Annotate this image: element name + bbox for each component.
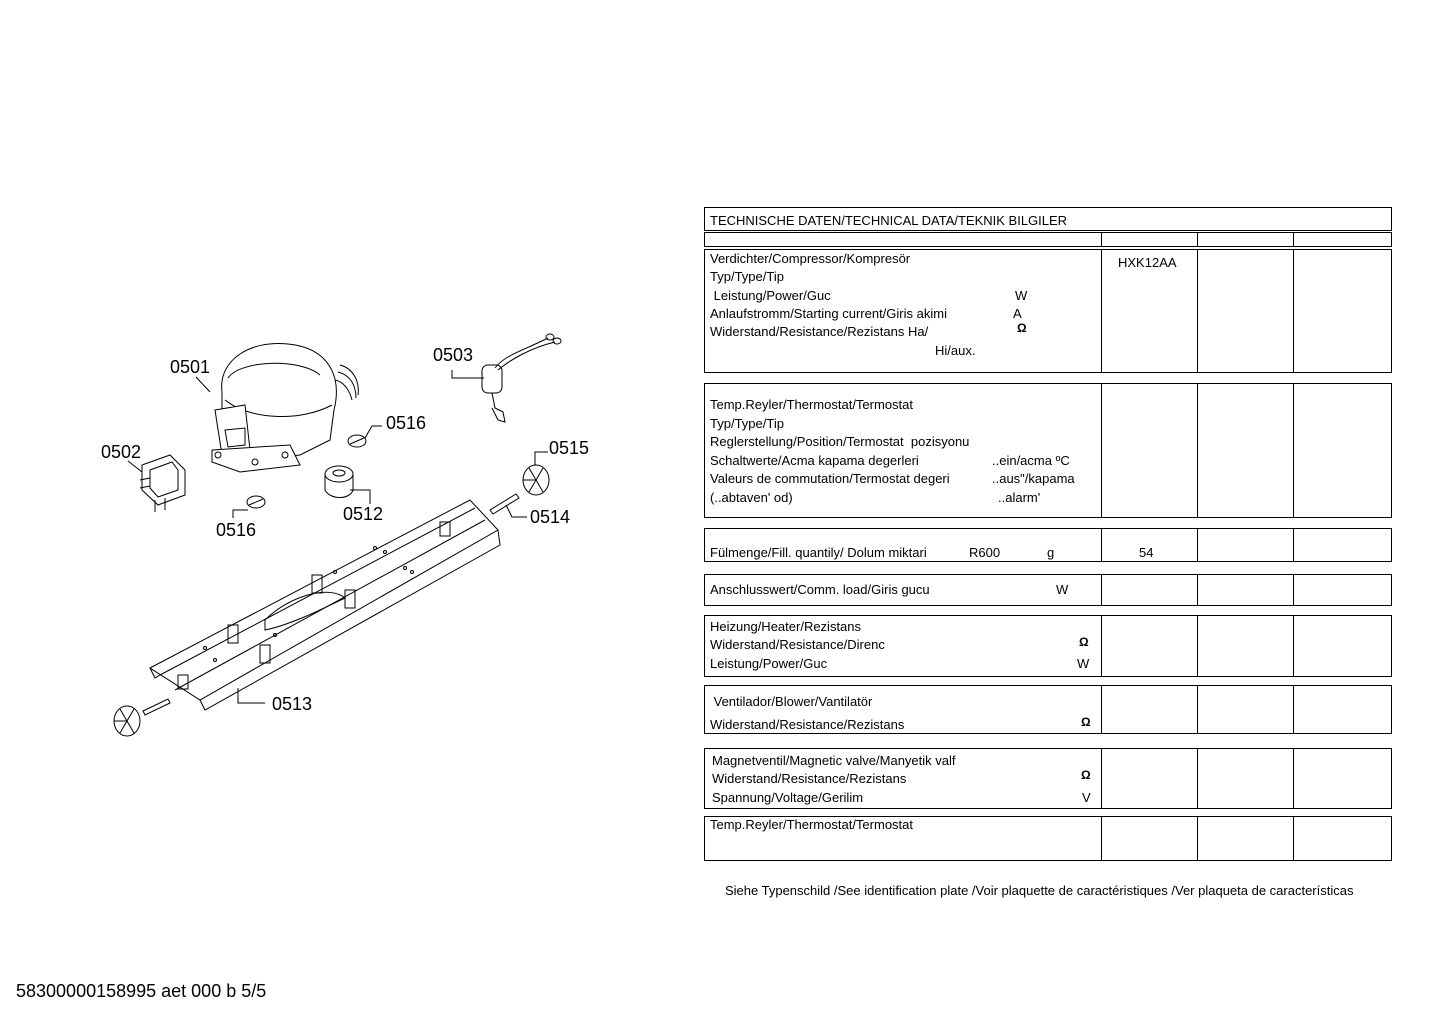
identification-note: Siehe Typenschild /See identification plate /Voir plaquette de caractéristiques /Ver plaqueta de características bbox=[725, 883, 1354, 898]
compressor-line: Widerstand/Resistance/Rezistans Ha/ bbox=[710, 324, 929, 339]
load-label: Anschlusswert/Comm. load/Giris gucu bbox=[710, 582, 930, 597]
heater-unit-w: W bbox=[1077, 656, 1090, 671]
table-empty-row bbox=[704, 232, 1392, 247]
compressor-drawing bbox=[212, 343, 358, 472]
part-label-0502: 0502 bbox=[101, 442, 142, 462]
part-label-0503: 0503 bbox=[433, 345, 474, 365]
blower-line: Ventilador/Blower/Vantilatör bbox=[710, 694, 873, 709]
part-label-0501: 0501 bbox=[170, 357, 211, 377]
compressor-line: Hi/aux. bbox=[935, 343, 976, 358]
thermostat2-label: Temp.Reyler/Thermostat/Termostat bbox=[710, 817, 914, 832]
part-label-0516-lower: 0516 bbox=[216, 520, 257, 540]
relay-drawing bbox=[140, 455, 185, 512]
heater-line: Widerstand/Resistance/Direnc bbox=[710, 637, 885, 652]
part-label-0515: 0515 bbox=[549, 438, 590, 458]
thermostat-unit: ..alarm' bbox=[998, 490, 1041, 505]
part-label-0514: 0514 bbox=[530, 507, 571, 527]
rail-drawing bbox=[150, 500, 500, 710]
thermostat-line: Valeurs de commutation/Termostat degeri bbox=[710, 471, 950, 486]
table-title: TECHNISCHE DATEN/TECHNICAL DATA/TEKNIK BILGILER bbox=[710, 213, 1068, 228]
compressor-line: Verdichter/Compressor/Kompresör bbox=[710, 251, 911, 266]
fill-value: 54 bbox=[1139, 545, 1154, 560]
blower-line: Widerstand/Resistance/Rezistans bbox=[710, 717, 905, 732]
compressor-unit-w: W bbox=[1015, 288, 1028, 303]
capacitor-drawing bbox=[482, 334, 561, 422]
part-label-0513: 0513 bbox=[272, 694, 313, 714]
thermostat-unit: ..ein/acma ºC bbox=[992, 453, 1070, 468]
valve-line: Spannung/Voltage/Gerilim bbox=[712, 790, 864, 805]
thermostat-line: Temp.Reyler/Thermostat/Termostat bbox=[710, 397, 914, 412]
thermostat-line: Reglerstellung/Position/Termostat pozisyonu bbox=[710, 434, 970, 449]
part-label-0512: 0512 bbox=[343, 504, 384, 524]
parts-diagram bbox=[0, 0, 700, 800]
compressor-line: Typ/Type/Tip bbox=[710, 269, 784, 284]
valve-unit-ohm: Ω bbox=[1081, 768, 1091, 782]
thermostat-line: Schaltwerte/Acma kapama degerleri bbox=[710, 453, 919, 468]
document-id: 58300000158995 aet 000 b 5/5 bbox=[16, 981, 267, 1001]
thermostat-line: (..abtaven' od) bbox=[710, 490, 793, 505]
thermostat-unit: ..aus"/kapama bbox=[992, 471, 1075, 486]
thermostat-line: Typ/Type/Tip bbox=[710, 416, 784, 431]
compressor-unit-a: A bbox=[1013, 306, 1022, 321]
compressor-unit-ohm: Ω bbox=[1017, 321, 1027, 335]
fill-unit: g bbox=[1047, 545, 1055, 560]
fill-label: Fülmenge/Fill. quantily/ Dolum miktari bbox=[710, 545, 927, 560]
heater-line: Heizung/Heater/Rezistans bbox=[710, 619, 862, 634]
load-unit: W bbox=[1056, 582, 1069, 597]
heater-unit-ohm: Ω bbox=[1079, 635, 1089, 649]
compressor-value: HXK12AA bbox=[1118, 255, 1177, 270]
part-label-0516-upper: 0516 bbox=[386, 413, 427, 433]
blower-unit-ohm: Ω bbox=[1081, 715, 1091, 729]
compressor-line: Leistung/Power/Guc bbox=[710, 288, 831, 303]
valve-line: Magnetventil/Magnetic valve/Manyetik valf bbox=[712, 753, 956, 768]
compressor-line: Anlaufstromm/Starting current/Giris akimi bbox=[710, 306, 947, 321]
valve-unit-v: V bbox=[1082, 790, 1091, 805]
valve-line: Widerstand/Resistance/Rezistans bbox=[712, 771, 907, 786]
heater-line: Leistung/Power/Guc bbox=[710, 656, 828, 671]
fill-refrigerant: R600 bbox=[969, 545, 1001, 560]
